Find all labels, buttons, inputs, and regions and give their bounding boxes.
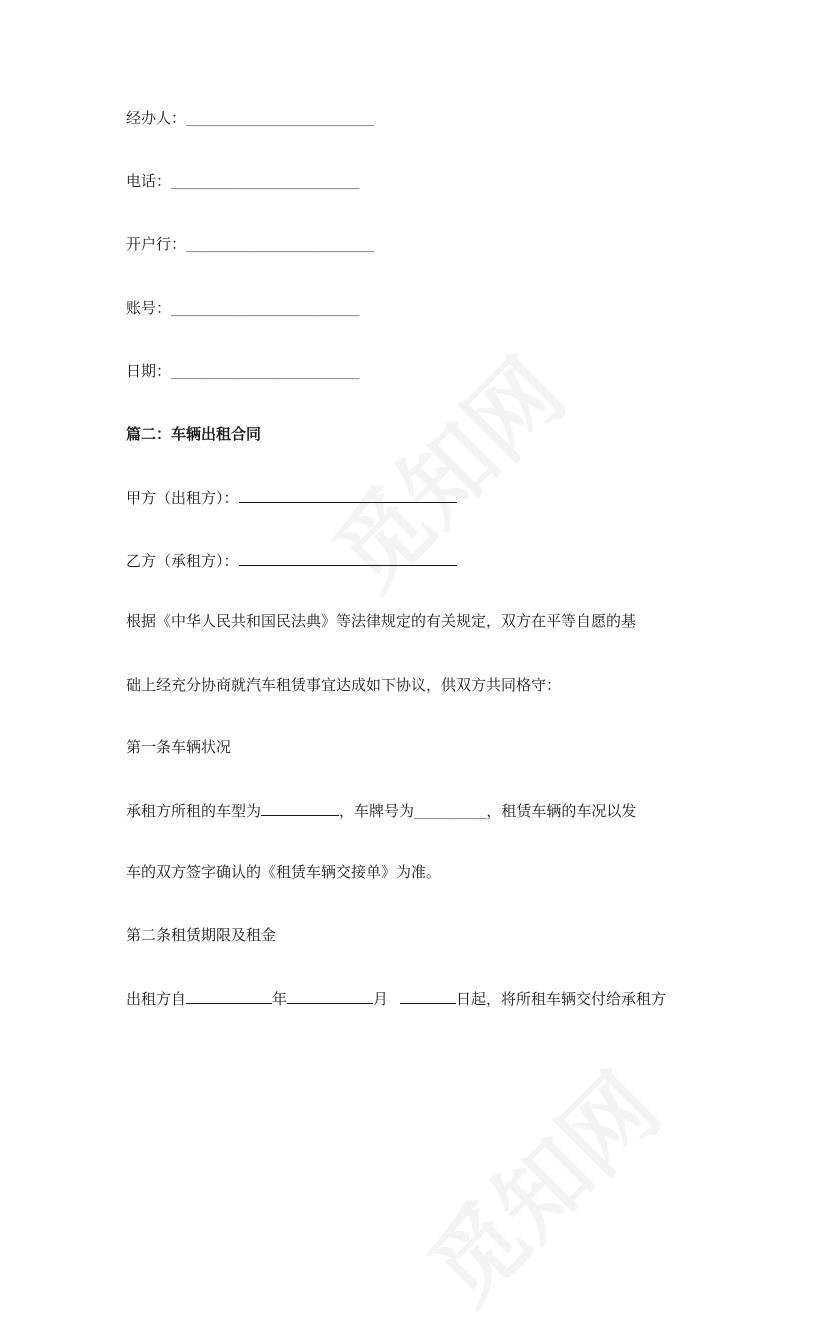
field-label: 账号：	[126, 299, 172, 317]
field-label: 经办人：	[126, 109, 187, 127]
field-blank[interactable]: __________________________	[171, 302, 359, 317]
article-1-line-2: 车的双方签字确认的《租赁车辆交接单》为准。	[126, 863, 442, 881]
article-1-text: 承租方所租的车型为	[126, 802, 262, 820]
article-1-title: 第一条车辆状况	[126, 738, 232, 756]
year-label: 年	[272, 990, 288, 1008]
field-phone	[126, 171, 359, 193]
field-account	[126, 298, 359, 320]
party-b-label: 乙方（承租方）：	[126, 552, 239, 570]
start-month-blank[interactable]	[287, 988, 373, 1004]
article-2-title: 第二条租赁期限及租金	[126, 926, 277, 944]
article-2-text: 日起，将所租车辆交付给承租方	[456, 990, 667, 1008]
intro-line-2: 础上经充分协商就汽车租赁事宜达成如下协议，供双方共同格守：	[126, 676, 562, 694]
field-bank	[126, 234, 374, 256]
field-blank[interactable]: __________________________	[186, 112, 374, 127]
start-day-blank[interactable]	[400, 988, 456, 1004]
field-date	[126, 361, 359, 383]
field-label: 日期：	[126, 362, 172, 380]
field-blank[interactable]: __________________________	[171, 175, 359, 190]
section-title: 篇二：车辆出租合同	[126, 425, 262, 443]
article-2-line-1	[126, 988, 666, 1009]
article-1-text: ，车牌号为	[339, 802, 415, 820]
party-b-blank[interactable]	[239, 550, 457, 566]
party-b	[126, 550, 457, 571]
month-label: 月	[373, 990, 389, 1008]
field-blank[interactable]: __________________________	[186, 238, 374, 253]
start-year-blank[interactable]	[186, 988, 272, 1004]
party-a-blank[interactable]	[239, 487, 457, 503]
party-a	[126, 487, 457, 508]
field-label: 电话：	[126, 172, 172, 190]
car-model-blank[interactable]	[261, 800, 339, 816]
field-label: 开户行：	[126, 235, 187, 253]
article-1-text: ，租赁车辆的车况以发	[486, 802, 637, 820]
party-a-label: 甲方（出租方）：	[126, 489, 239, 507]
field-agent	[126, 108, 374, 130]
plate-number-blank[interactable]: __________	[414, 805, 487, 820]
intro-line-1: 根据《中华人民共和国民法典》等法律规定的有关规定，双方在平等自愿的基	[126, 612, 637, 630]
watermark	[395, 1040, 684, 1328]
article-1-line-1	[126, 800, 636, 823]
article-2-text: 出租方自	[126, 990, 187, 1008]
field-blank[interactable]: __________________________	[171, 365, 359, 380]
